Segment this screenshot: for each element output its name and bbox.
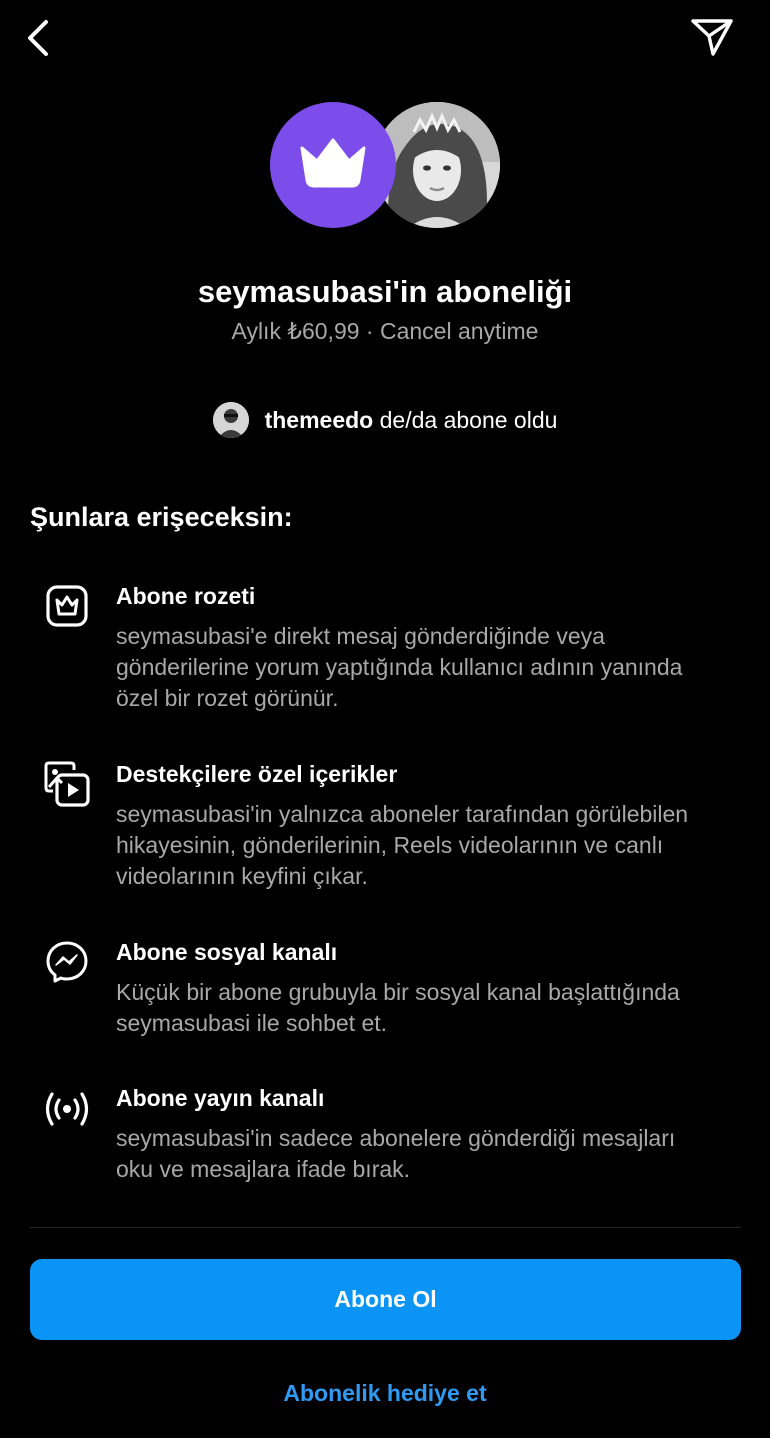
benefit-title: Abone yayın kanalı xyxy=(116,1085,325,1111)
crown-badge-icon xyxy=(44,583,90,629)
subscriber-suffix: de/da abone oldu xyxy=(373,406,558,433)
mutual-subscriber-note xyxy=(0,400,770,440)
subscriber-text xyxy=(265,407,558,434)
benefit-description: seymasubasi'in yalnızca aboneler tarafından görülebilen hikayesinin, gönderilerinin, Reels videolarının ve canlı videolarının keyfini çıkar. xyxy=(116,801,689,889)
subscription-price: Aylık ₺60,99 · Cancel anytime xyxy=(231,318,539,344)
chevron-left-icon xyxy=(26,19,50,62)
exclusive-media-icon xyxy=(44,761,90,807)
broadcast-icon xyxy=(44,1085,90,1131)
paper-plane-icon xyxy=(690,17,734,62)
subscription-badge xyxy=(270,102,396,228)
divider xyxy=(30,1227,741,1228)
benefit-title: Abone rozeti xyxy=(116,583,256,609)
benefit-title: Abone sosyal kanalı xyxy=(116,939,338,965)
benefit-description: seymasubasi'in sadece abonelere gönderdiği mesajları oku ve mesajlara ifade bırak. xyxy=(116,1125,676,1182)
benefit-description: Küçük bir abone grubuyla bir sosyal kanal başlattığında seymasubasi ile sohbet et. xyxy=(116,979,680,1036)
crown-icon xyxy=(296,134,370,197)
back-button[interactable] xyxy=(18,18,58,62)
subscription-avatars xyxy=(0,100,770,230)
share-button[interactable] xyxy=(686,14,738,64)
avatar xyxy=(213,402,249,438)
benefit-description: seymasubasi'e direkt mesaj gönderdiğinde veya gönderilerine yorum yaptığında kullanıcı adının yanında özel bir rozet görünür. xyxy=(116,623,683,711)
benefit-title: Destekçilere özel içerikler xyxy=(116,761,398,787)
messenger-icon xyxy=(44,939,90,985)
subscription-title: seymasubasi'in aboneliği xyxy=(197,274,573,309)
subscriber-username[interactable]: themeedo xyxy=(264,406,374,433)
gift-subscription-link[interactable]: Abonelik hediye et xyxy=(283,1380,487,1406)
subscribe-button[interactable]: Abone Ol xyxy=(30,1259,741,1340)
benefits-heading: Şunlara erişeceksin: xyxy=(30,502,293,532)
